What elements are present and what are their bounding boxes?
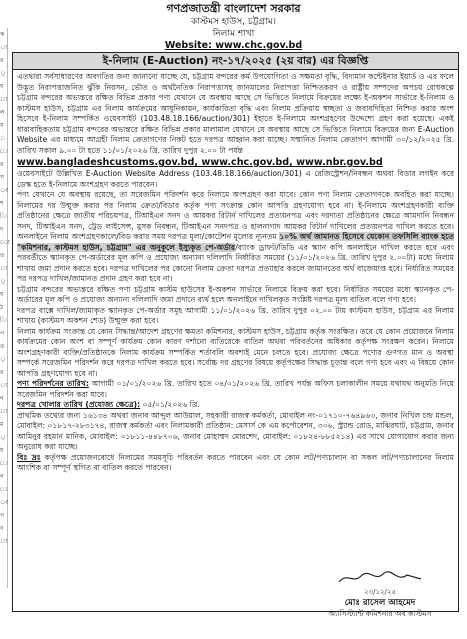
margin-char: র — [0, 161, 4, 168]
signature-block — [300, 570, 460, 619]
margin-char: া — [0, 408, 8, 415]
margin-char: শ — [0, 200, 4, 207]
margin-char: ম — [0, 421, 4, 428]
government-title: গণপ্রজাতন্ত্রী বাংলাদেশ সরকার — [166, 2, 301, 15]
margin-char: ন — [0, 395, 4, 402]
inspection-date-label: পণ্য পরিদর্শনের তারিখ: — [17, 379, 89, 388]
adjacent-column-strip — [0, 28, 8, 588]
margin-char: ় — [0, 135, 6, 142]
margin-char: ঠ — [0, 304, 4, 311]
margin-char: ি — [0, 317, 8, 324]
margin-char: ে — [0, 460, 9, 467]
notice-title: ই-নিলাম (E-Auction) নং-১৭/২০২৫ (২য় বার) এর বিজ্ঞপ্তি — [13, 53, 458, 70]
signatory-designation: অ্যাসিস্ট্যান্ট কমিশনার অব কাস্টমস — [328, 609, 432, 618]
margin-char: ি — [0, 213, 8, 220]
note-text: কর্তৃপক্ষ প্রয়োজনবোধে নিলামের সময়সূচি পরিবর্তন করতে পারবেন এবং যে কোন লট/পণ্যচালান বা সকল লট/পণ্যচালানের নিলাম আংশিক বা সম্পূর্ণ স্থগিত বা বাতিল করতে পারবেন। — [17, 452, 454, 472]
paragraph-authority: নিলাম কার্যক্রম সংক্রান্ত যে কোন সিদ্ধান্ত/আদেশ গ্রহণের ক্ষমতা কমিশনার, কাস্টমস হাউস, চট্টগ্রাম কর্তৃক সংরক্ষিত। তবে যে কোন প্রয়োজনে নিলাম কার্যক্রমের কোন অংশ বা সম্পূর্ণ কার্যক্রম কোন কারণ দর্শানো ব্যতিরেকে বাতিল অথবা পরিবর্তনের অধিকার কর্তৃপক্ষ সংরক্ষণ করেন। নিলামে অংশগ্রহণকারী ব্যক্তি/প্রতিষ্ঠানকে নিলাম কার্যক্রম সম্পর্কিত শর্তাবলি অবশ্যই মেনে চলতে হবে। প্রযোজ্য ক্ষেত্রে পণ্যের গুণগত মান ও অবস্থা সম্পর্কে সরেজমিন পরিদর্শন করে দরপত্র দাখিল করতে হবে। সর্বোচ্চ দর গ্রহণের বিষয়ে কর্তৃপক্ষের সিদ্ধান্ত চূড়ান্ত বলে গণ্য হবে এবং এ বিষয়ে কোন আপত্তি গ্রহণযোগ্য হবে না। — [17, 326, 454, 378]
paragraph-opening: দরপত্র বাক্সে দাখিল/জামাকৃত স্ক্যানকৃত পে-অর্ডার সমূহ আগামী ১১/০১/২০২৬ খ্রি. তারিখ দুপুর ০২.০০ টায় কাস্টমস হাউস, চট্টগ্রাম এর নিলাম শাখায় (কাস্টমস অকশন শেড) উন্মুক্ত করা হবে। — [17, 305, 454, 325]
margin-char: া — [0, 538, 8, 545]
margin-char: ো — [0, 239, 10, 246]
margin-char: স — [0, 174, 4, 181]
paragraph-submission: চট্টগ্রাম বন্দরের অভ্যন্তরে রক্ষিত পণ্য চট্টগ্রাম কাস্টম হাউসের ই-অকশন সার্ভারে নিলামে বিক্রয় করা হবে। নির্ধারিত সময়ের মধ্যে স্ক্যানকৃত পে-অর্ডারের মূল কপি ও প্রযোজ্য অন্যান্য দলিলাদি জমা প্রদানে ব্যর্থ হলে অনলাইনে দাখিলকৃত সংশ্লিষ্ট দরপত্র মূল্য বাতিল বলে গণ্য হবে। — [17, 284, 454, 304]
margin-char: া — [0, 265, 8, 272]
margin-char: ল — [0, 109, 5, 116]
margin-char: ং — [0, 187, 9, 194]
margin-char: ্ — [0, 356, 6, 363]
notice-header — [0, 2, 467, 52]
notice-body — [13, 70, 458, 476]
margin-char: ত — [0, 343, 5, 350]
margin-char: ব — [0, 525, 4, 532]
website-line[interactable]: Website: www.chc.gov.bd — [164, 40, 303, 51]
inspection-date-text: আগামী ০১/০১/২০২৬ খ্রি. তারিখ হতে ০৪/০১/২০২৬ খ্রি. তারিখ পর্যন্ত অফিস চলাকালীন সময়ে যথাযথ অনুমতি নিয়ে সরেজমিন পরিদর্শন করা যাবে। — [17, 379, 454, 399]
signatory-name: মোঃ রাসেল আহমেদ — [344, 598, 416, 608]
margin-char: ্ — [0, 434, 6, 441]
paragraph-conditions — [17, 190, 454, 285]
paragraph-intro: এতদ্বারা সর্বসাধারণের অবগতির জন্য জানানো যাচ্ছে যে, চট্টগ্রাম বন্দরের কর্ম উপযোগিতা ও সক্ষমতা বৃদ্ধি, বিদ্যমান কন্টেইনার ইয়ার্ড ও এর ফলে উদ্ভূত নিরাপত্তাজনিত ঝুঁকি নিরসন, ভৌত ও অর্থনৈতিক নিরাপত্তাসহ জানমালের নিরাপত্তা নিশ্চিতকরণ ও রাষ্ট্রীয় সম্পদের অপচয় রোধকল্পে চট্টগ্রাম বন্দরের অভ্যন্তরে রক্ষিত বিভিন্ন প্রকার পণ্য যেখানে যে অবস্থায় আছে সে ভিত্তিতে নিলামে বিক্রয়ের লক্ষ্যে ই-অকশন সার্ভারে ই-নিলাম ও কাস্টমস হাউস, চট্টগ্রাম এর নিলাম কার্যক্রমের আধুনিকায়ন, কার্যকারিতা বৃদ্ধি এবং নিলাম প্রক্রিয়ায় স্বচ্ছতা ও জবাবদিহিতা নিশ্চিত করার অংশ হিসেবে ই-নিলাম সম্পর্কিত ওয়েবসাইট (103.48.18.166/auction/301) ইহাতে ই-নিলামে অংশগ্রহণের উদ্দেশ্যে গ্রহণ করা হয়েছে। একই ধারাবাহিকতায় চট্টগ্রাম বন্দরের অভ্যন্তরে রক্ষিত বিভিন্ন প্রকার মালামাল যেখানে যে অবস্থায় আছে সে ভিত্তিতে নিলামে বিক্রয়ের জন্য E-Auction Website এর মাধ্যমে আগ্রহী নিলাম ক্রেতাগণের নিকট হতে দরপত্র আহ্বান করা যাচ্ছে। সম্মানিত নিলাম ক্রেতাগণ আগামী ৩০/১২/২০২৫ খ্রি. তারিখ সকাল ৯.০০ টা হতে ১১/০১/২০২৬ খ্রি. তারিখ দুপুর ২.০০ টা পর্যন্ত — [17, 72, 454, 155]
notice-box — [12, 52, 459, 612]
margin-char: খ — [0, 512, 4, 519]
note-line — [17, 453, 454, 474]
margin-char: ং — [0, 499, 9, 506]
signature-date: ২৩/১২/২৫ — [363, 588, 396, 596]
website-links[interactable]: www.bangladeshcustoms.gov.bd, www.chc.gov.bd, www.nbr.gov.bd — [17, 157, 383, 168]
inspection-date-line — [17, 379, 454, 400]
paragraph-auction-website: ওয়েবসাইটে উল্লিখিত E-Auction Website Address (103.48.18.166/auction/301) এ রেজিস্ট্রেশন/নিবন্ধন অথবা বিডার লগইন করে ডেস্ক হতে ই-নিলামে অংশগ্রহণ করতে পারবেন। — [17, 169, 454, 189]
office-name: কাস্টমস হাউস, চট্টগ্রাম। — [191, 17, 276, 27]
margin-char: ্ — [0, 278, 6, 285]
note-label: বিঃ দ্রঃ — [17, 452, 41, 462]
margin-char: া — [0, 44, 8, 51]
margin-char: া — [0, 96, 8, 103]
margin-char: প — [0, 330, 5, 337]
paragraph-contact: প্রাথমিক তথ্যের জন্য ১৬১৩৪ অথবা জনাব আব্দুল আউয়াল, সহকারী রাজস্ব কর্মকর্তা, মোবাইল নং-০১৭১০-৭৬৪৯৬৩, জনাব নিখিল চন্দ্র মন্ডল, মোবাইল: ০১৮১৭-২৮৩১৭৪, রাজস্ব কর্মকর্তা এবং নিলামকারী প্রতিষ্ঠান: মেসার্স কে এম কর্পোরেশন, ৩০৬, স্ট্র্যান্ড রোড, মাঝিরঘাট, চট্টগ্রাম, জনাব আমিনুর রহমান মানিক, মোবাইল: ০১৮১১-৪৪৮৭০৬, জনাব মোহাম্মদ মোরশেদ, মোবাইল: ০১৮২৪-৮৮৫২১৪) এর সাথে যোগাযোগ করার জন্য অনুরোধ করা যাচ্ছে। — [17, 410, 454, 451]
margin-char: র — [0, 369, 4, 376]
opening-date-label: দরপত্র খোলার তারিখ (প্রযোজ্য ক্ষেত্রে): — [17, 400, 141, 409]
conditions-text: পণ্য যেখানে যে অবস্থায় রয়েছে, তা সরেজমিন পরিদর্শন করে নিলামে অংশগ্রহণ করা যাবে। কোন পণ্য নিলাম ক্রেতাগণকে অবহিত করা যাচ্ছে। নিলামের দর উন্মুক্ত করার পর নিলাম ক্রেতা/বিডার কর্তৃক পণ্য সংক্রান্ত কোন আপত্তি গ্রহণযোগ্য হবে না। ই-নিলামে অংশগ্রহণকারী ব্যক্তি প্রতিষ্ঠানের ক্ষেত্রে জাতীয় পরিচয়পত্র, টিআইএন সনদ ও আয়কর রিটার্ন দাখিলের প্রত্যয়নপত্র এবং দরদাতা প্রতিষ্ঠানের ক্ষেত্রে আমদানি নিবন্ধন সনদ, টিআইএন সনদ, ট্রেড লাইসেন্স, মুসক নিবন্ধন, টিআইএন সনদপত্র ও হালনাগাদ আয়কর রিটার্ন দাখিলের প্রত্যয়নপত্র দাখিল করতে হবে। অনলাইনে নিলাম অংশগ্রহণকালে/বিড করার সময় দরপত্র মূল্য/কোটেশন মূল্যের ন্যূনতম — [17, 190, 454, 241]
margin-char: ে — [0, 148, 9, 155]
margin-char: ে — [0, 486, 9, 493]
signature-mark — [335, 570, 425, 586]
section-name: নিলাম শাখা — [212, 29, 255, 39]
margin-char: য — [0, 291, 4, 298]
margin-char: া — [0, 382, 8, 389]
margin-char: র — [0, 57, 4, 64]
margin-char: দ — [0, 226, 4, 233]
margin-char: ন — [0, 473, 4, 480]
opening-date-line — [17, 400, 454, 411]
margin-char: য — [0, 122, 4, 129]
opening-date-text: ০৫/০১/২০২৬ খ্রি. — [142, 400, 200, 409]
margin-char: ক — [0, 31, 5, 38]
margin-char: য — [0, 447, 4, 454]
margin-char: য — [0, 83, 4, 90]
margin-char: ত — [0, 252, 5, 259]
margin-char: ্ — [0, 70, 6, 77]
conditions-text-continued: /ব্যাংক ড্রাফট/ডিডি এর স্ক্যান কপি অনলাইনে দাখিল করতে হবে এবং পরবর্তীতে স্ক্যানকৃত পে-অর্ডারের মূল কপি ও প্রযোজ্য অন্যান্য দলিলাদি নির্ধারিত সময়ের (১১/০১/২০২৬ খ্রি. তারিখ দুপুর ২.০০টা) মধ্যে নিলাম শাখায় জমা প্রদান করতে হবে। দরপত্র দাখিলের পর কোনো নিলাম ক্রেতা দরপত্র প্রত্যাহার করলে জামানতের অর্থ বাজেয়াপ্ত হবে। নির্ধারিত সময়ের পর দরপত্র দাখিল/জামানত প্রদান গ্রহণ করা হবে না। — [17, 242, 455, 283]
security-deposit-highlight: ১০% অর্থ জামানত হিসেবে যেকোন তফসিলি ব্যাংক হতে "কমিশনার, কাস্টমস হাউস, চট্টগ্রাম" এর অনুকূলে ইস্যুকৃত পে-অর্ডার — [17, 232, 454, 252]
